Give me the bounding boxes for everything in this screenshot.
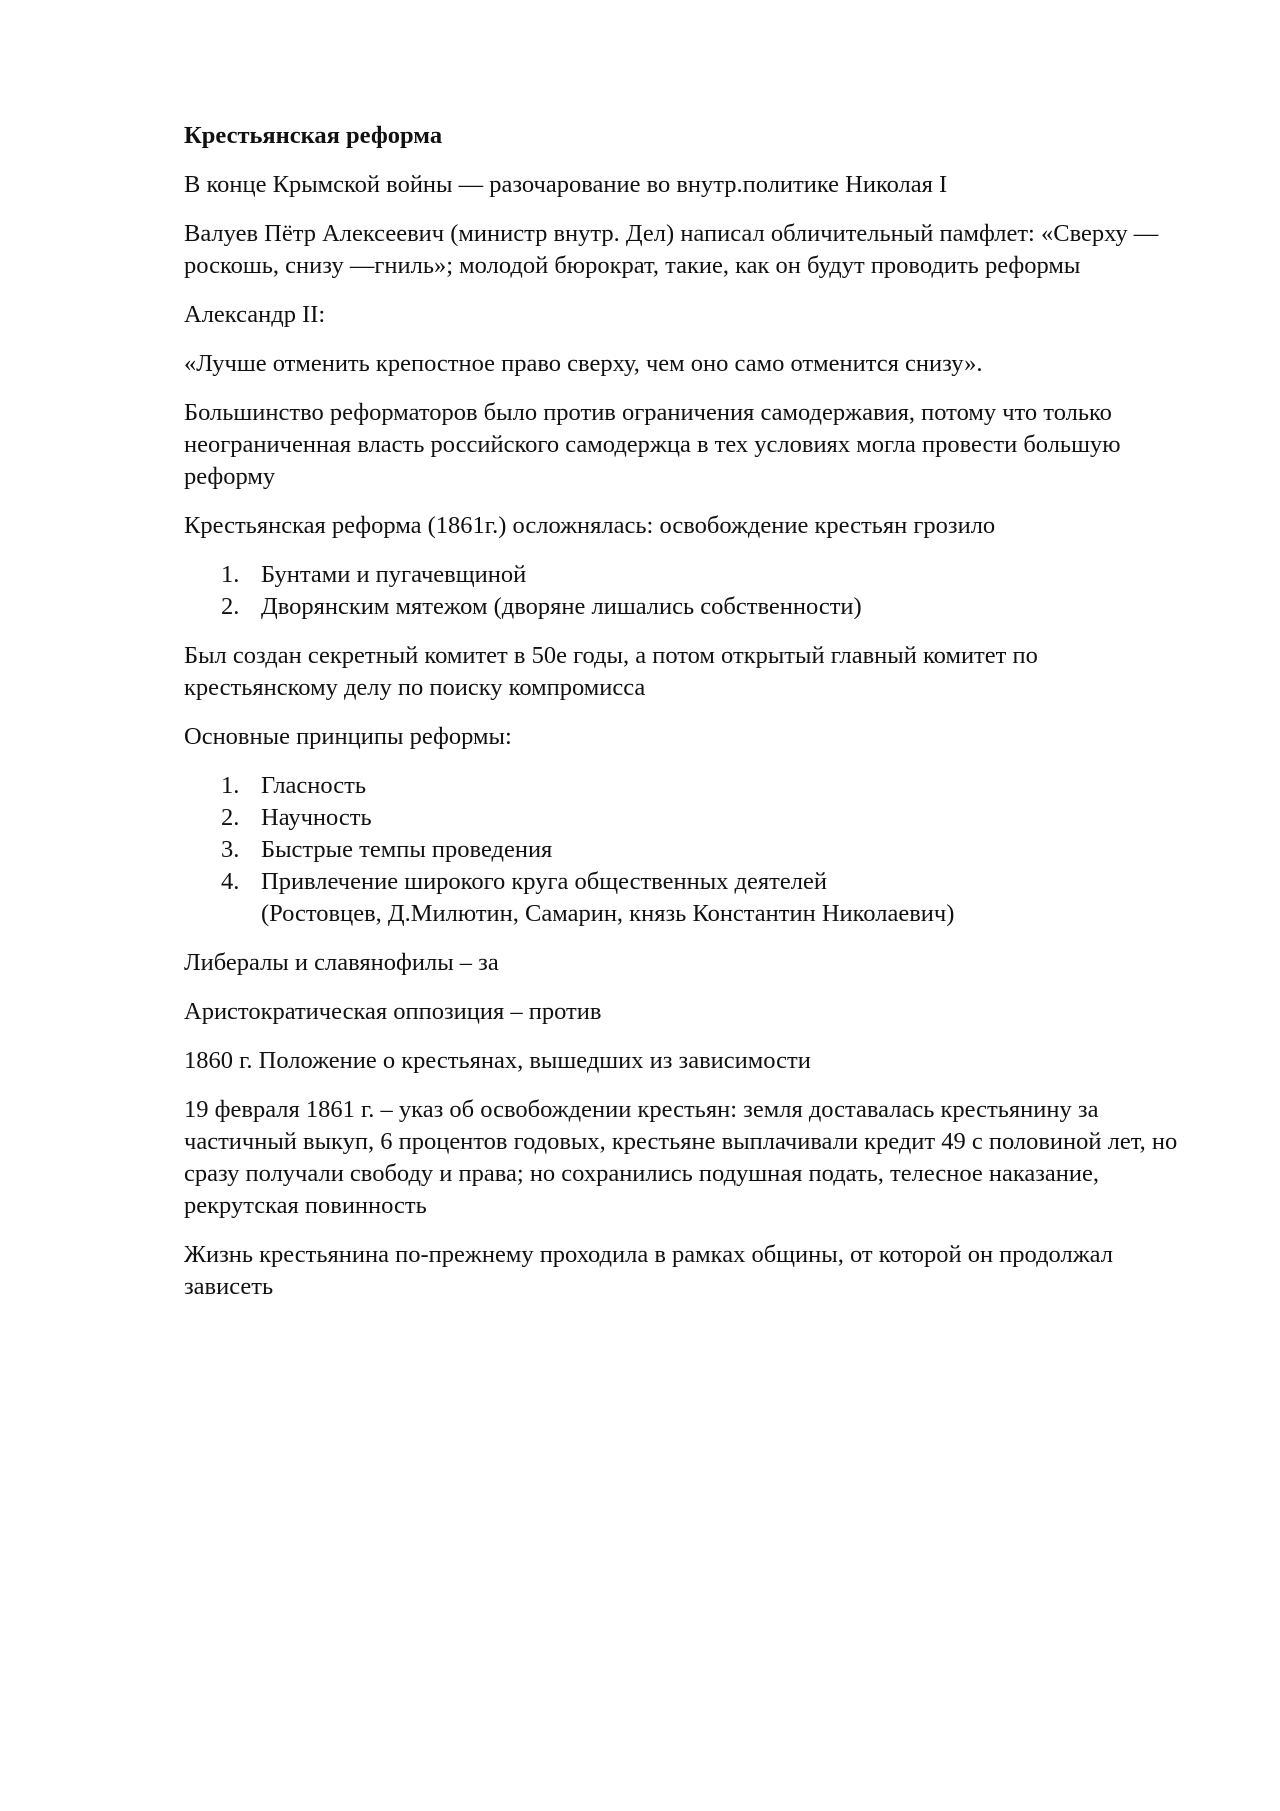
list-item-text: Привлечение широкого круга общественных деятелей xyxy=(261,868,827,895)
list-item-number: 4. xyxy=(221,868,240,895)
principles-list xyxy=(184,770,1194,930)
list-item-text: Научность xyxy=(261,804,372,831)
document-title: Крестьянская реформа xyxy=(184,122,443,149)
paragraph-crimean-war: В конце Крымской войны — разочарование во внутр.политике Николая I xyxy=(184,171,948,198)
list-item-number: 2. xyxy=(221,804,240,831)
paragraph-committee: Был создан секретный комитет в 50е годы, а потом открытый главный комитет по крестьянскому делу по поиску компромисса xyxy=(184,642,1038,701)
list-item-number: 1. xyxy=(221,561,240,588)
paragraph-liberals: Либералы и славянофилы – за xyxy=(184,949,499,976)
paragraph-reformers: Большинство реформаторов было против ограничения самодержавия, потому что только неограниченная власть российского самодержца в тех условиях могла провести большую реформу xyxy=(184,399,1121,490)
paragraph-principles-heading: Основные принципы реформы: xyxy=(184,723,512,750)
list-item-text: Гласность xyxy=(261,772,367,799)
paragraph-decree: 19 февраля 1861 г. – указ об освобождении крестьян: земля доставалась крестьянину за частичный выкуп, 6 процентов годовых, крестьяне выплачивали кредит 49 с половиной лет, но сразу получали свободу и права; но сохранились подушная подать, телесное наказание, рекрутская повинность xyxy=(184,1096,1178,1219)
paragraph-quote: «Лучше отменить крепостное право сверху, чем оно само отменится снизу». xyxy=(184,350,983,377)
list-item xyxy=(184,559,1194,591)
paragraph-opposition: Аристократическая оппозиция – против xyxy=(184,998,602,1025)
paragraph-reform-threats: Крестьянская реформа (1861г.) осложнялась: освобождение крестьян грозило xyxy=(184,512,996,539)
list-item xyxy=(184,802,1194,834)
list-item-number: 1. xyxy=(221,772,240,799)
document-page xyxy=(184,120,1194,1320)
list-item xyxy=(184,591,1194,623)
paragraph-alexander: Александр II: xyxy=(184,301,326,328)
paragraph-community: Жизнь крестьянина по-прежнему проходила в рамках общины, от которой он продолжал зависеть xyxy=(184,1241,1113,1300)
list-item-text: Дворянским мятежом (дворяне лишались собственности) xyxy=(261,593,862,620)
paragraph-valuev: Валуев Пётр Алексеевич (министр внутр. Дел) написал обличительный памфлет: «Сверху — роскошь, снизу —гниль»; молодой бюрократ, такие, как он будут проводить реформы xyxy=(184,220,1159,279)
threats-list xyxy=(184,559,1194,623)
list-item-number: 2. xyxy=(221,593,240,620)
list-item xyxy=(184,770,1194,802)
list-item-subtext: (Ростовцев, Д.Милютин, Самарин, князь Константин Николаевич) xyxy=(261,900,955,927)
paragraph-1860: 1860 г. Положение о крестьянах, вышедших из зависимости xyxy=(184,1047,811,1074)
list-item-number: 3. xyxy=(221,836,240,863)
list-item-text: Бунтами и пугачевщиной xyxy=(261,561,527,588)
list-item xyxy=(184,866,1194,930)
list-item-text: Быстрые темпы проведения xyxy=(261,836,553,863)
list-item xyxy=(184,834,1194,866)
